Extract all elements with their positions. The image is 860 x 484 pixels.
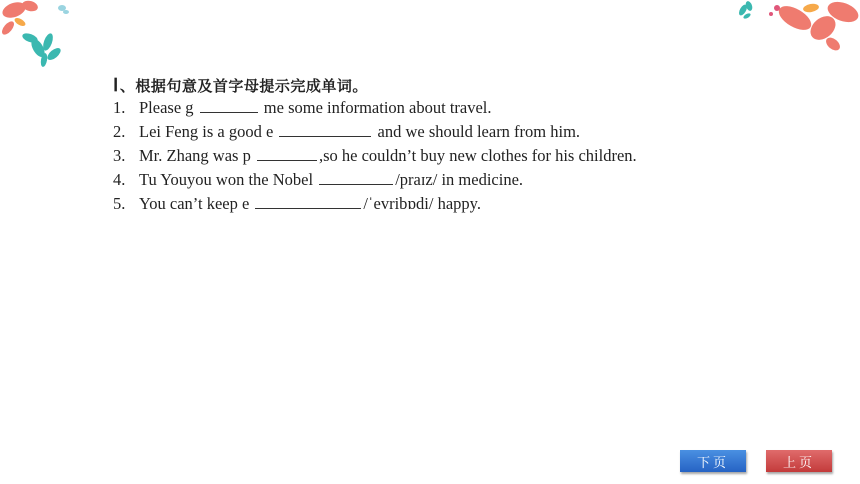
leaf-decoration-icon [0,0,80,70]
answer-blank[interactable] [279,121,371,137]
question-number: 5. [113,194,126,213]
answer-blank[interactable] [257,145,317,161]
question-item [113,168,833,192]
question-text-before: Please g [139,98,194,117]
exercise-heading [113,74,833,96]
question-text-before: You can’t keep e [139,194,250,213]
question-number: 3. [113,146,126,165]
question-text-before: Tu Youyou won the Nobel [139,170,314,189]
answer-blank[interactable] [255,193,361,209]
question-text-after: and we should learn from him. [377,122,581,141]
question-text-after: /ˈevribɒdi/ happy. [363,194,481,213]
instruction-text: 、根据句意及首字母提示完成单词。 [119,77,368,95]
question-text-after: me some information about travel. [263,98,492,117]
question-text-before: Mr. Zhang was p [139,146,251,165]
question-item [113,96,833,120]
previous-page-button[interactable]: 上页 [766,450,832,472]
question-number: 2. [113,122,126,141]
question-text-after: ,so he couldn’t buy new clothes for his children. [318,146,637,165]
answer-blank[interactable] [319,169,393,185]
answer-blank[interactable] [200,97,258,113]
question-text-after: /praɪz/ in medicine. [395,170,524,189]
exercise-section [113,74,833,216]
leaf-decoration-icon [735,0,860,52]
next-page-button[interactable]: 下页 [680,450,746,472]
question-item [113,144,833,168]
question-number: 4. [113,170,126,189]
section-number: Ⅰ [113,75,119,95]
question-item [113,192,833,216]
question-text-before: Lei Feng is a good e [139,122,274,141]
question-item [113,120,833,144]
question-number: 1. [113,98,126,117]
